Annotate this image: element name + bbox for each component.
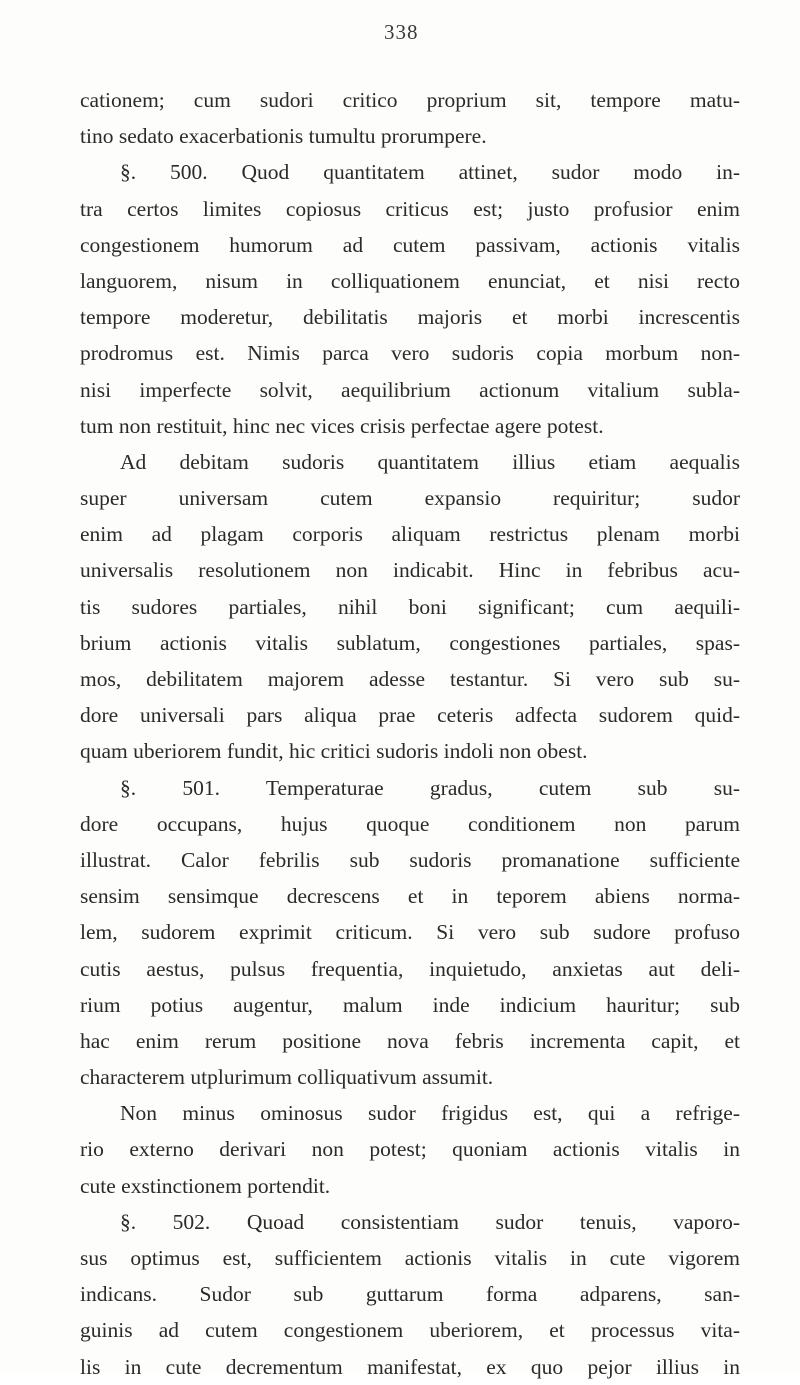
text-line: rio externo derivari non potest; quoniam actionis vitalis in <box>80 1137 740 1162</box>
text-line: §. 501. Temperaturae gradus, cutem sub su- <box>120 775 740 800</box>
text-line: congestionem humorum ad cutem passivam, actionis vitalis <box>80 232 740 257</box>
text-line: illustrat. Calor febrilis sub sudoris promanatione sufficiente <box>80 847 740 872</box>
text-line: universalis resolutionem non indicabit. Hinc in febribus acu- <box>80 558 740 583</box>
text-line: cute exstinctionem portendit. <box>80 1173 331 1198</box>
text-line: tempore moderetur, debilitatis majoris et morbi increscentis <box>80 305 740 330</box>
text-line: brium actionis vitalis sublatum, congestiones partiales, spas- <box>80 630 740 655</box>
text-line: rium potius augentur, malum inde indicium hauritur; sub <box>80 992 740 1017</box>
text-line: tum non restituit, hinc nec vices crisis perfectae agere potest. <box>80 413 604 438</box>
text-line: indicans. Sudor sub guttarum forma adparens, san- <box>80 1282 740 1307</box>
text-line: §. 500. Quod quantitatem attinet, sudor modo in- <box>120 160 740 185</box>
text-line: Ad debitam sudoris quantitatem illius etiam aequalis <box>120 449 740 474</box>
page-number: 338 <box>384 20 419 44</box>
text-line: dore occupans, hujus quoque conditionem non parum <box>80 811 740 836</box>
text-line: cationem; cum sudori critico proprium sit, tempore matu- <box>80 88 740 112</box>
text-line: cutis aestus, pulsus frequentia, inquietudo, anxietas aut deli- <box>80 956 740 981</box>
text-line: tino sedato exacerbationis tumultu prorumpere. <box>80 124 487 149</box>
text-line: Non minus ominosus sudor frigidus est, qui a refrige- <box>120 1101 740 1126</box>
text-line: sus optimus est, sufficientem actionis vitalis in cute vigorem <box>80 1246 740 1270</box>
text-line: dore universali pars aliqua prae ceteris adfecta sudorem quid- <box>80 703 740 728</box>
text-line: hac enim rerum positione nova febris incrementa capit, et <box>80 1028 740 1053</box>
text-line: enim ad plagam corporis aliquam restrictus plenam morbi <box>80 522 740 547</box>
text-line: mos, debilitatem majorem adesse testantur. Si vero sub su- <box>80 667 740 691</box>
text-line: lem, sudorem exprimit criticum. Si vero sub sudore profuso <box>80 920 740 945</box>
text-line: tis sudores partiales, nihil boni significant; cum aequili- <box>80 594 740 619</box>
text-line: lis in cute decrementum manifestat, ex quo pejor illius in <box>80 1354 740 1379</box>
text-line: prodromus est. Nimis parca vero sudoris copia morbum non- <box>80 341 740 366</box>
text-line: characterem utplurimum colliquativum assumit. <box>80 1065 494 1090</box>
text-line: tra certos limites copiosus criticus est; justo profusior enim <box>80 196 740 221</box>
text-line: languorem, nisum in colliquationem enunciat, et nisi recto <box>80 268 740 293</box>
text-line: sensim sensimque decrescens et in teporem abiens norma- <box>80 884 740 909</box>
text-line: nisi imperfecte solvit, aequilibrium actionum vitalium subla- <box>80 377 740 402</box>
text-line: §. 502. Quoad consistentiam sudor tenuis, vaporo- <box>120 1209 740 1234</box>
text-line: super universam cutem expansio requiritur; sudor <box>80 486 740 511</box>
text-line: guinis ad cutem congestionem uberiorem, et processus vita- <box>80 1318 740 1343</box>
text-line: quam uberiorem fundit, hic critici sudoris indoli non obest. <box>80 739 588 764</box>
body-text <box>80 82 740 1385</box>
